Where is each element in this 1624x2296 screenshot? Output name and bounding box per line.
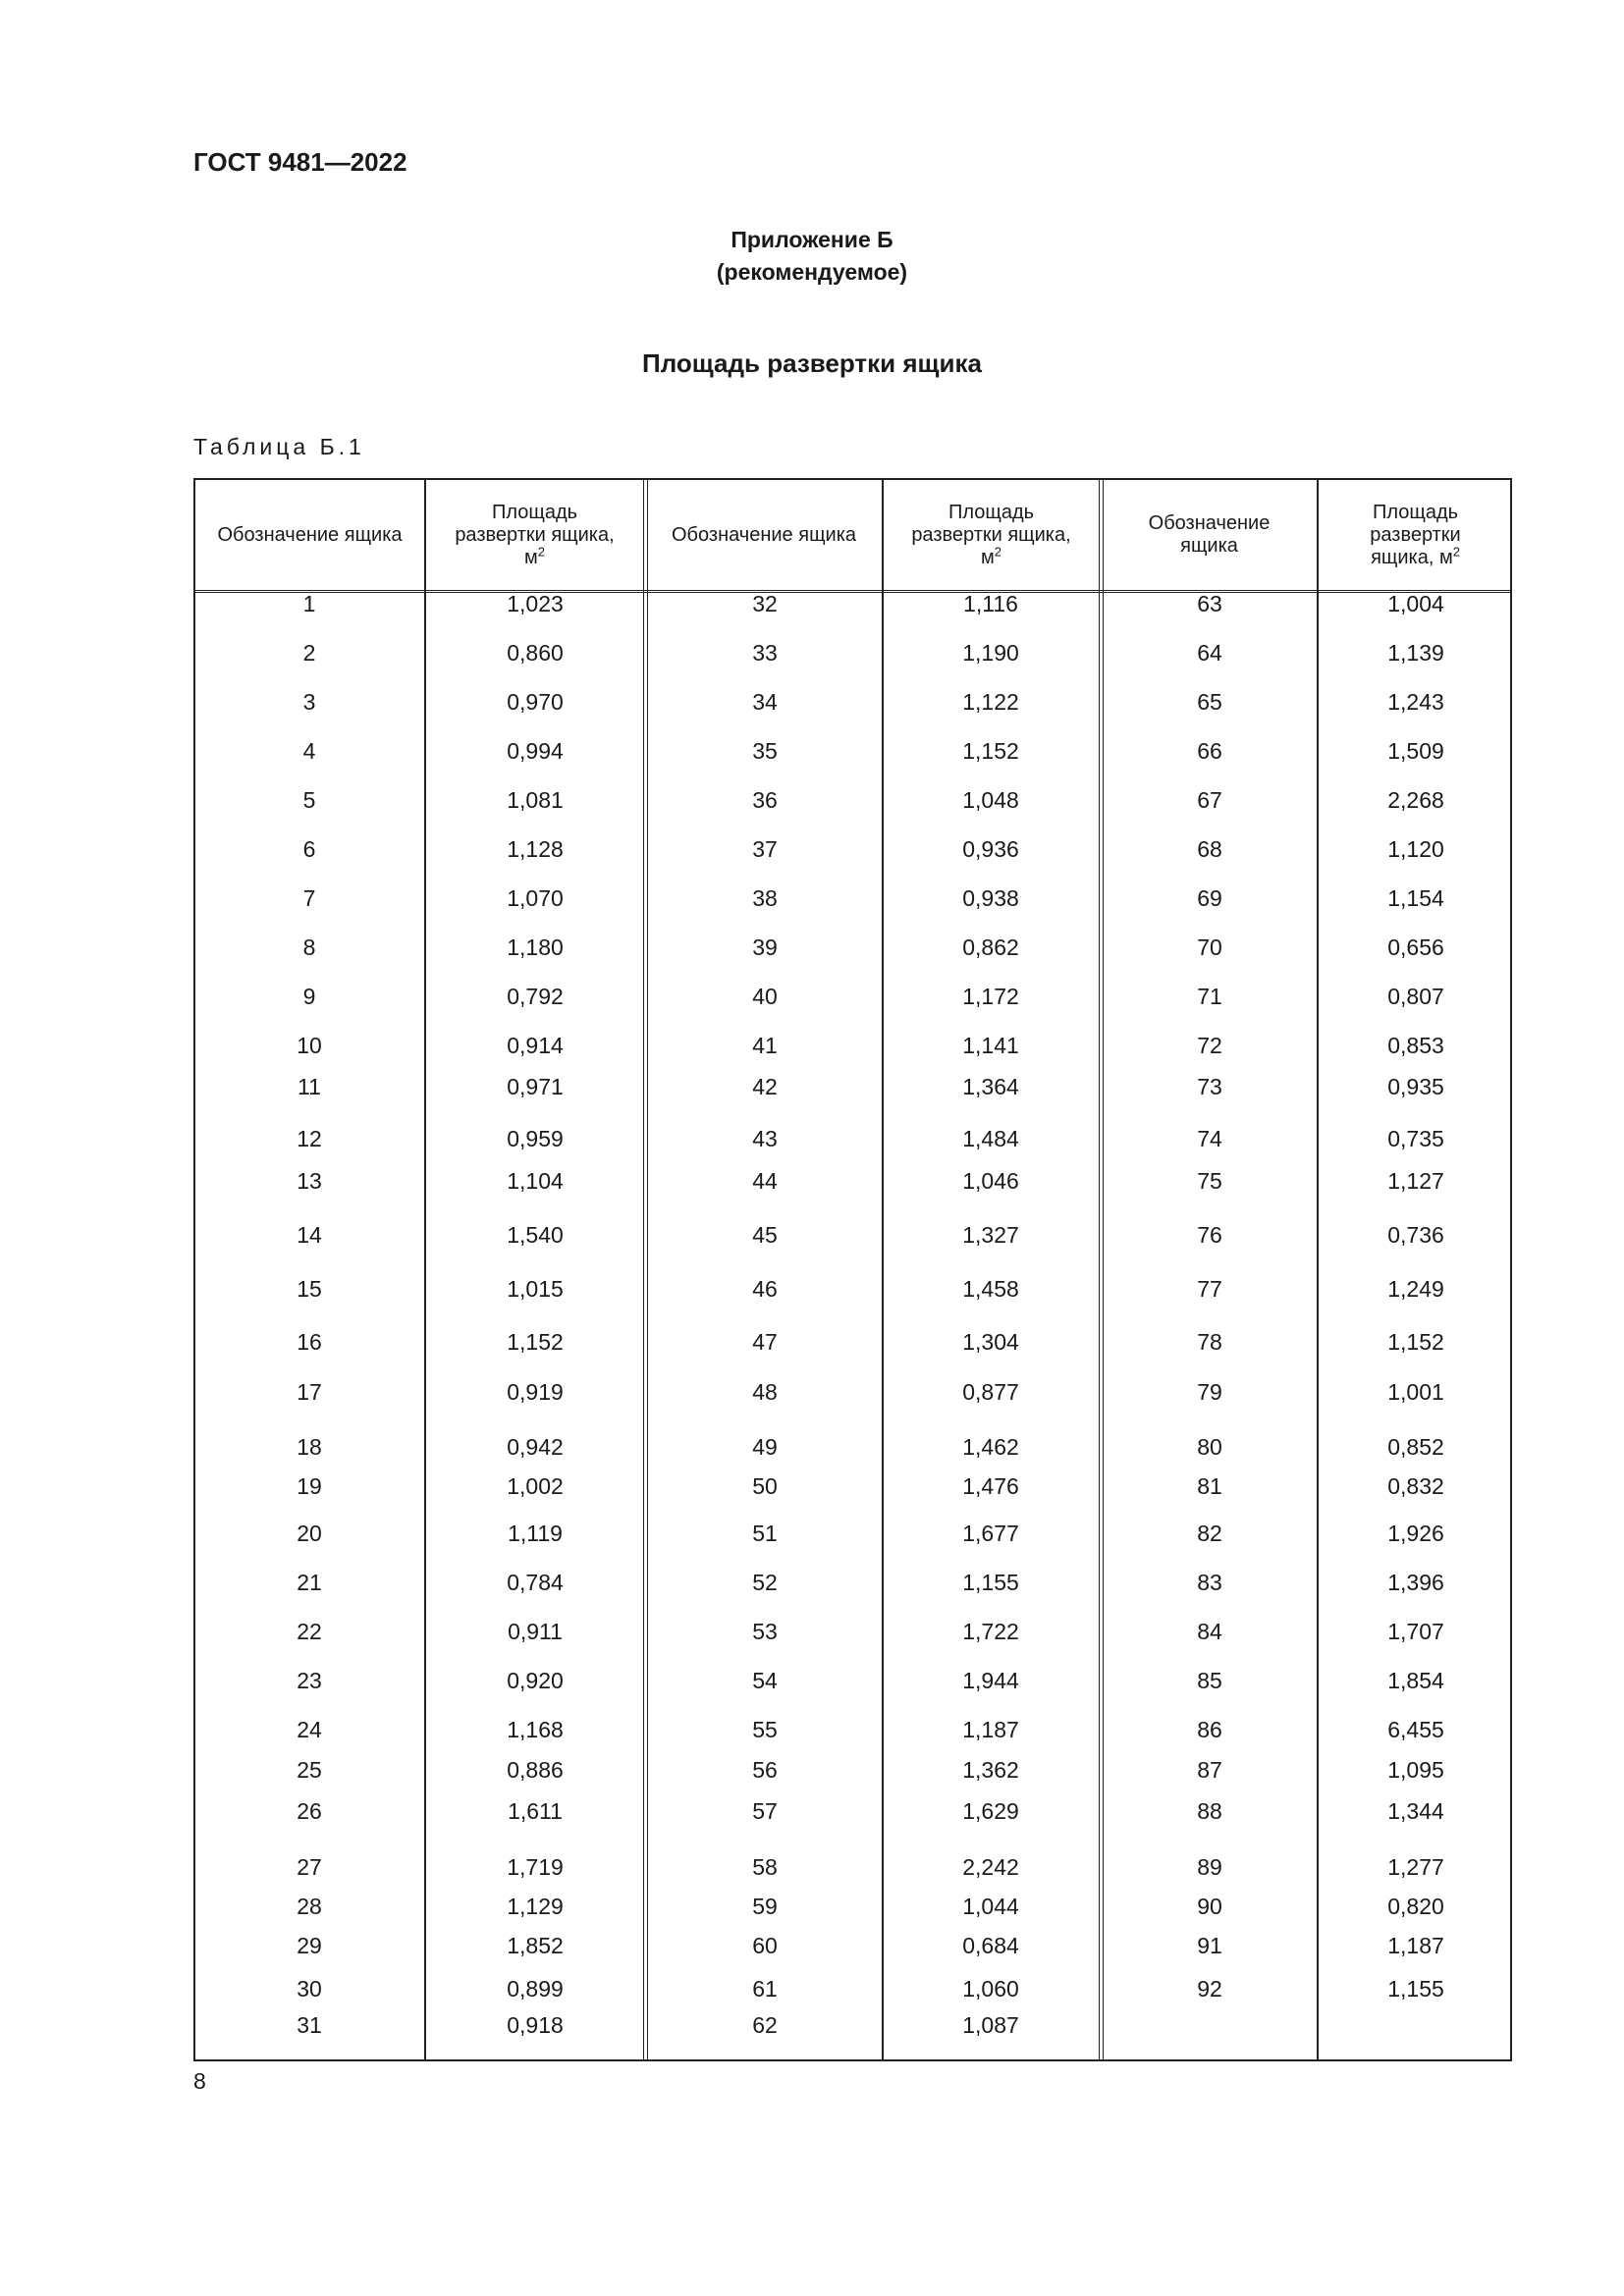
column-divider <box>1317 480 1319 2059</box>
appendix-title: Приложение Б <box>731 227 893 252</box>
group-divider <box>1099 480 1104 2059</box>
page-number: 8 <box>193 2068 206 2094</box>
header-designation-2: Обозначение ящика <box>671 523 857 546</box>
header-divider <box>195 590 1510 593</box>
column-divider <box>424 480 426 2059</box>
appendix-heading <box>0 224 1624 289</box>
header-designation-1: Обозначение ящика <box>217 523 403 546</box>
header-area-3: Площадь развертки ящика, $м^2$ <box>1370 501 1461 568</box>
header-designation-3: Обозначение ящика <box>1148 512 1271 557</box>
data-table: Обозначение ящика Площадь развертки ящика, $м^2$ Обозначение ящика Площадь развертки ящика, $м^2$ Обозначение ящика Площадь развертки ящика, $м^2$ 1 1,023 2 0,860 3 0,970 4 0,994 5 1,081 6 1,128 7 1,070 8 1,180 9 0,792 10 0,914 11 0,971 12 0,959 13 1,104 14 1,540 15 1,015 16 1,152 17 0,919 18 0,942 19 1,002 20 1,119 21 0,784 22 0,911 23 0,920 24 1,168 25 0,886 26 1,611 27 1,719 28 1,129 29 1,852 30 0,899 31 0,918 32 1,116 33 1,190 34 1,122 35 1,152 36 1,048 37 0,936 38 0,938 39 0,862 40 1,172 41 1,141 42 1,364 43 1,484 44 1,046 45 1,327 46 1,458 47 1,304 48 0,877 49 1,462 50 1,476 51 1,677 52 1,155 53 1,722 54 1,944 55 1,187 56 1,362 57 1,629 58 2,242 59 1,044 60 0,684 61 1,060 62 1,087 63 1,004 64 1,139 65 1,243 66 1,509 67 2,268 68 1,120 69 1,154 70 0,656 71 0,807 72 0,853 73 0,935 74 0,735 75 1,127 76 0,736 77 1,249 78 1,152 79 1,001 80 0,852 81 0,832 82 1,926 83 1,396 84 1,707 85 1,854 86 6,455 87 1,095 88 1,344 89 1,277 90 0,820 91 1,187 92 1,155 <box>193 478 1512 2061</box>
table-label: Таблица Б.1 <box>193 434 365 459</box>
section-title: Площадь развертки ящика <box>642 348 982 378</box>
column-divider <box>882 480 884 2059</box>
appendix-status: (рекомендуемое) <box>716 259 908 285</box>
document-code: ГОСТ 9481—2022 <box>193 147 407 177</box>
header-area-2: Площадь развертки ящика, $м^2$ <box>911 501 1071 568</box>
header-area-1: Площадь развертки ящика, $м^2$ <box>455 501 615 568</box>
group-divider <box>643 480 648 2059</box>
